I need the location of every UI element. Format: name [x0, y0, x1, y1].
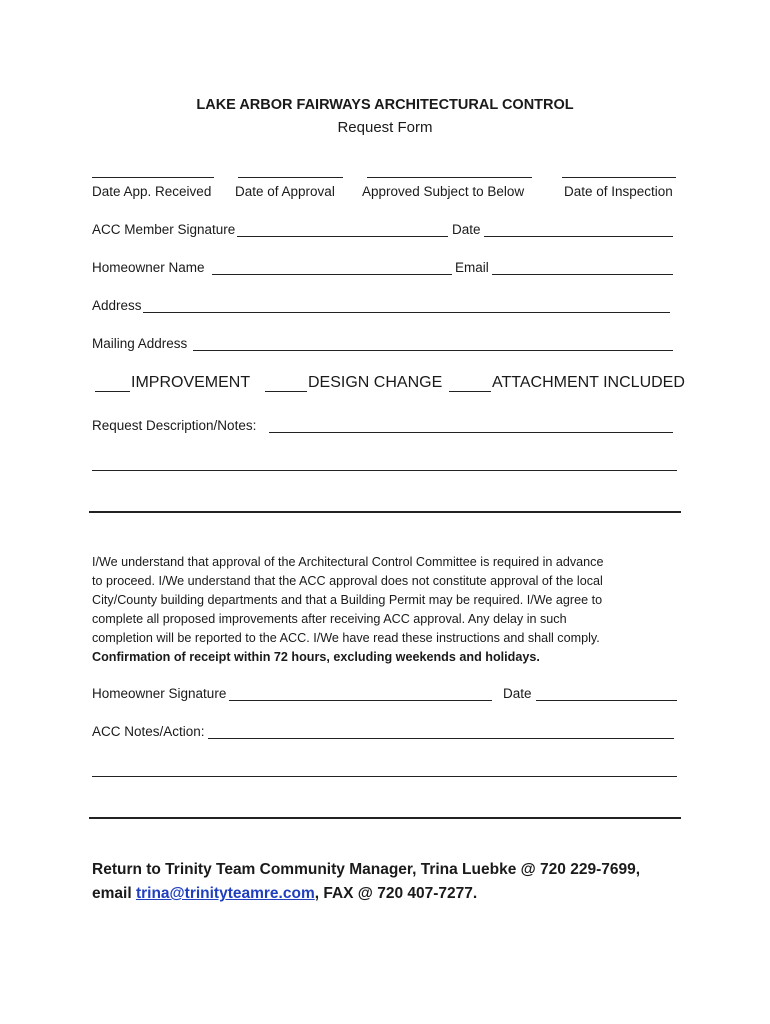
request-description-label: Request Description/Notes: — [92, 418, 257, 433]
homeowner-date-label: Date — [503, 686, 532, 701]
attachment-check-line[interactable] — [449, 391, 491, 392]
form-title: LAKE ARBOR FAIRWAYS ARCHITECTURAL CONTROL — [196, 97, 574, 113]
acc-date-line[interactable] — [484, 236, 673, 237]
agreement-line-5: completion will be reported to the ACC. I/We have read these instructions and shall comply. — [92, 631, 600, 645]
agreement-line-2: to proceed. I/We understand that the ACC approval does not constitute approval of the local — [92, 574, 603, 588]
return-instructions — [92, 858, 640, 906]
email-label: Email — [455, 260, 489, 275]
acc-notes-line-1[interactable] — [208, 738, 674, 739]
agreement-line-4: complete all proposed improvements after receiving ACC approval. Any delay in such — [92, 612, 567, 626]
attachment-included-option: ATTACHMENT INCLUDED — [492, 374, 685, 391]
improvement-option: IMPROVEMENT — [131, 374, 251, 391]
date-inspection-line[interactable] — [562, 177, 676, 178]
return-line-2 — [92, 882, 640, 906]
agreement-paragraph — [92, 553, 692, 667]
acc-member-signature-line[interactable] — [237, 236, 448, 237]
agreement-line-1: I/We understand that approval of the Architectural Control Committee is required in advance — [92, 555, 604, 569]
return-line-1: Return to Trinity Team Community Manager, Trina Luebke @ 720 229-7699, — [92, 861, 641, 878]
address-line[interactable] — [143, 312, 670, 313]
design-change-check-line[interactable] — [265, 391, 307, 392]
homeowner-signature-line[interactable] — [229, 700, 492, 701]
homeowner-name-line[interactable] — [212, 274, 452, 275]
manager-email-link[interactable]: trina@trinityteamre.com — [135, 885, 315, 902]
date-approval-label: Date of Approval — [235, 184, 335, 199]
date-received-label: Date App. Received — [92, 184, 212, 199]
design-change-option: DESIGN CHANGE — [308, 374, 443, 391]
request-description-line-2[interactable] — [92, 470, 677, 471]
confirmation-notice: Confirmation of receipt within 72 hours, excluding weekends and holidays. — [92, 650, 540, 664]
form-subtitle: Request Form — [337, 119, 433, 136]
date-received-line[interactable] — [92, 177, 214, 178]
homeowner-name-label: Homeowner Name — [92, 260, 205, 275]
section-divider-1 — [89, 511, 681, 513]
email-prefix: email — [92, 885, 136, 902]
email-line[interactable] — [492, 274, 673, 275]
fax-text: , FAX @ 720 407-7277. — [314, 885, 478, 902]
homeowner-signature-label: Homeowner Signature — [92, 686, 227, 701]
approved-subject-line[interactable] — [367, 177, 532, 178]
mailing-address-label: Mailing Address — [92, 336, 188, 351]
date-inspection-label: Date of Inspection — [564, 184, 673, 199]
approved-subject-label: Approved Subject to Below — [362, 184, 525, 199]
agreement-line-3: City/County building departments and that a Building Permit may be required. I/We agree to — [92, 593, 603, 607]
acc-notes-line-2[interactable] — [92, 776, 677, 777]
date-approval-line[interactable] — [238, 177, 343, 178]
request-description-line-1[interactable] — [269, 432, 673, 433]
mailing-address-line[interactable] — [193, 350, 673, 351]
address-label: Address — [92, 298, 142, 313]
improvement-check-line[interactable] — [95, 391, 130, 392]
acc-date-label: Date — [452, 222, 481, 237]
acc-member-signature-label: ACC Member Signature — [92, 222, 236, 237]
homeowner-date-line[interactable] — [536, 700, 677, 701]
section-divider-2 — [89, 817, 681, 819]
acc-notes-label: ACC Notes/Action: — [92, 724, 205, 739]
